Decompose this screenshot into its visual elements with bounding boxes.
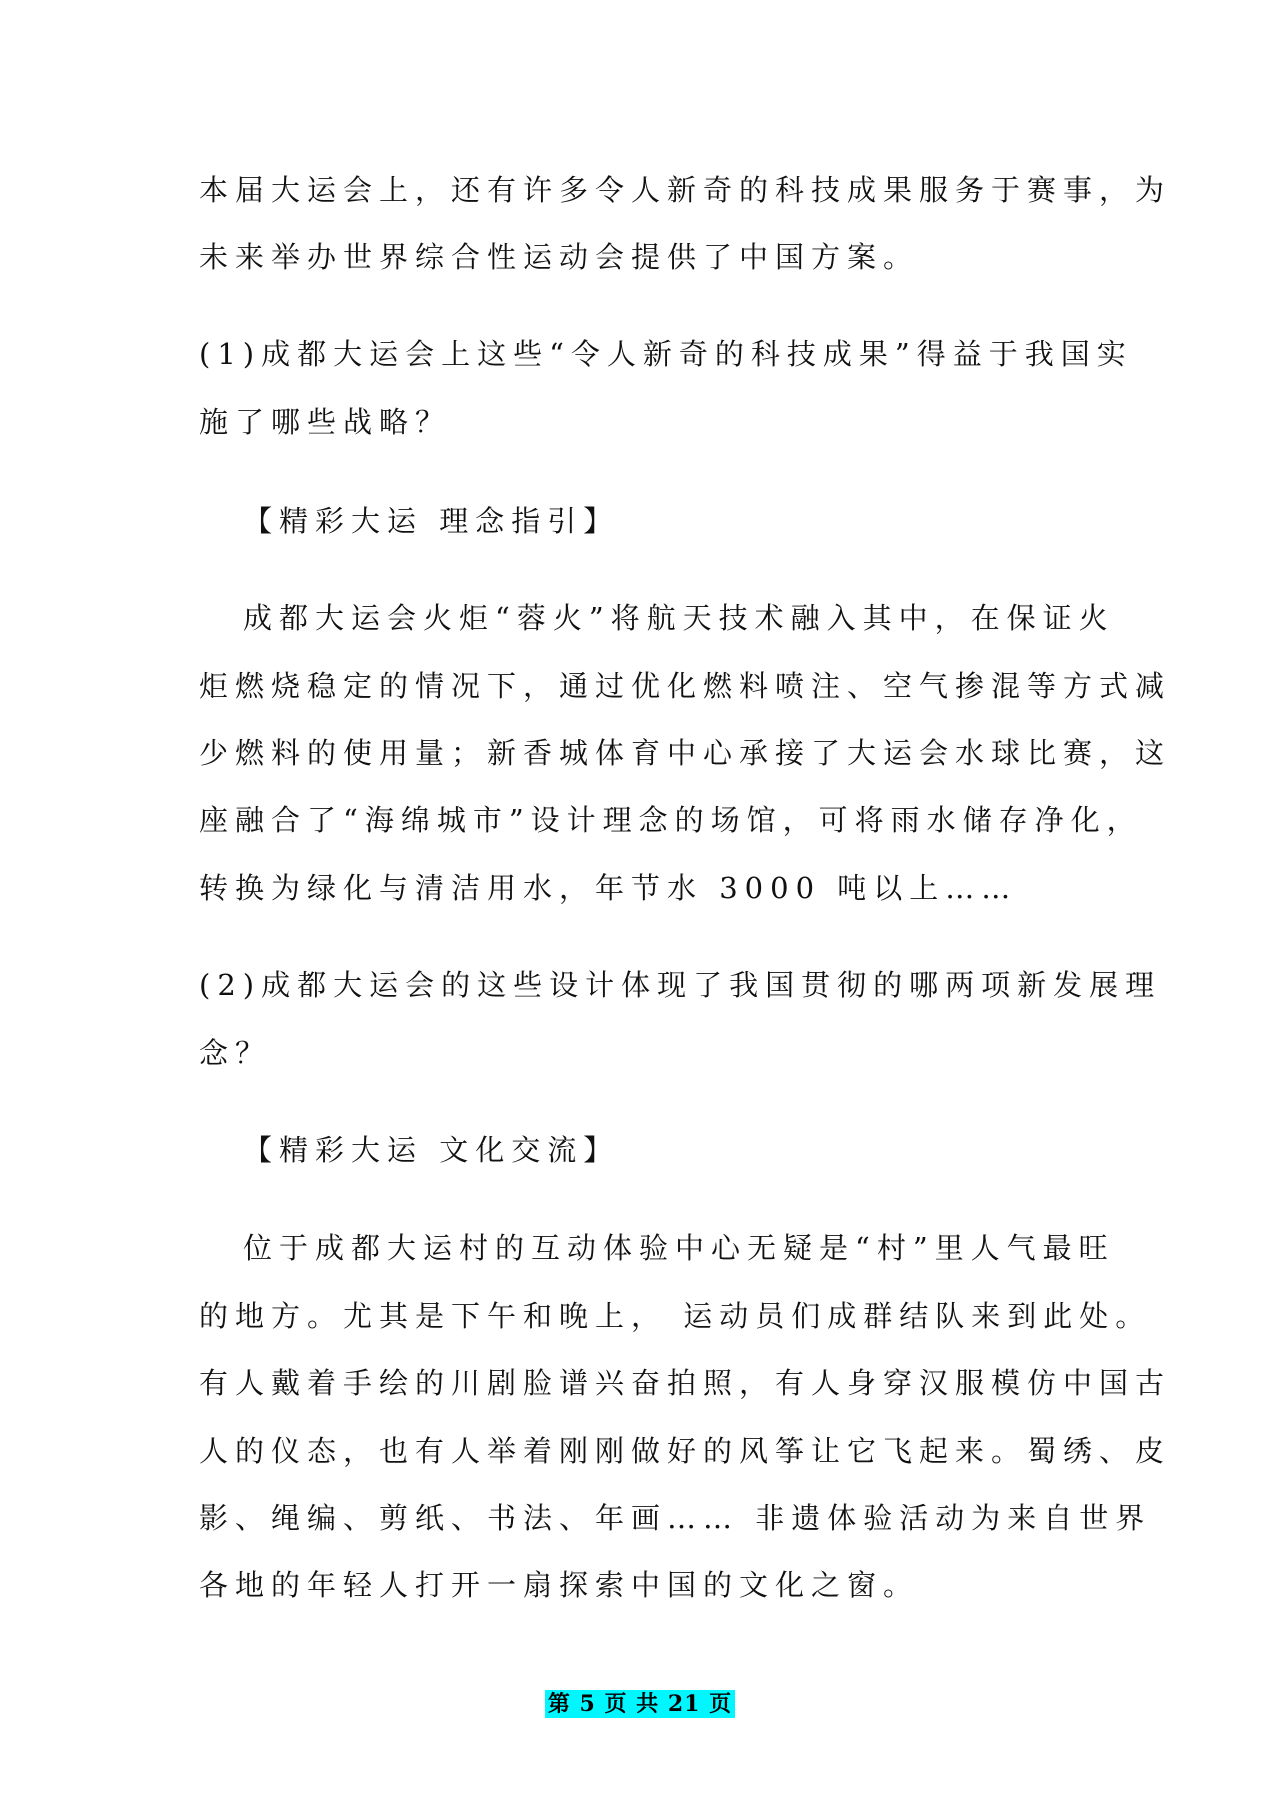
section-heading: 【精彩大运 文化交流】: [243, 1133, 620, 1167]
paragraph-line: 成都大运会火炬“蓉火”将航天技术融入其中，在保证火: [243, 601, 1115, 635]
paragraph-line: 炬燃烧稳定的情况下，通过优化燃料喷注、空气掺混等方式减: [199, 669, 1172, 703]
paragraph-line: 的地方。尤其是下午和晚上， 运动员们成群结队来到此处。: [199, 1299, 1152, 1333]
paragraph-line: 少燃料的使用量；新香城体育中心承接了大运会水球比赛，这: [199, 736, 1172, 770]
question-line: 施了哪些战略？: [199, 405, 452, 439]
page-number: 第 5 页 共 21 页: [545, 1690, 735, 1718]
paragraph-line: 未来举办世界综合性运动会提供了中国方案。: [199, 240, 920, 274]
paragraph-line: 本届大运会上，还有许多令人新奇的科技成果服务于赛事，为: [199, 173, 1172, 207]
question-line: (2)成都大运会的这些设计体现了我国贯彻的哪两项新发展理: [199, 968, 1162, 1002]
paragraph-line: 座融合了“海绵城市”设计理念的场馆，可将雨水储存净化，: [199, 803, 1143, 837]
paragraph-line: 有人戴着手绘的川剧脸谱兴奋拍照，有人身穿汉服模仿中国古: [199, 1366, 1172, 1400]
paragraph-line: 各地的年轻人打开一扇探索中国的文化之窗。: [199, 1568, 920, 1602]
paragraph-line: 转换为绿化与清洁用水，年节水 3000 吨以上……: [199, 871, 1018, 905]
section-heading: 【精彩大运 理念指引】: [243, 504, 620, 538]
question-line: 念？: [199, 1036, 272, 1070]
paragraph-line: 人的仪态，也有人举着刚刚做好的风筝让它飞起来。蜀绣、皮: [199, 1434, 1172, 1468]
paragraph-line: 位于成都大运村的互动体验中心无疑是“村”里人气最旺: [243, 1231, 1115, 1265]
question-line: (1)成都大运会上这些“令人新奇的科技成果”得益于我国实: [199, 337, 1133, 371]
paragraph-line: 影、绳编、剪纸、书法、年画…… 非遗体验活动为来自世界: [199, 1501, 1152, 1535]
page-footer: [0, 1690, 1280, 1718]
